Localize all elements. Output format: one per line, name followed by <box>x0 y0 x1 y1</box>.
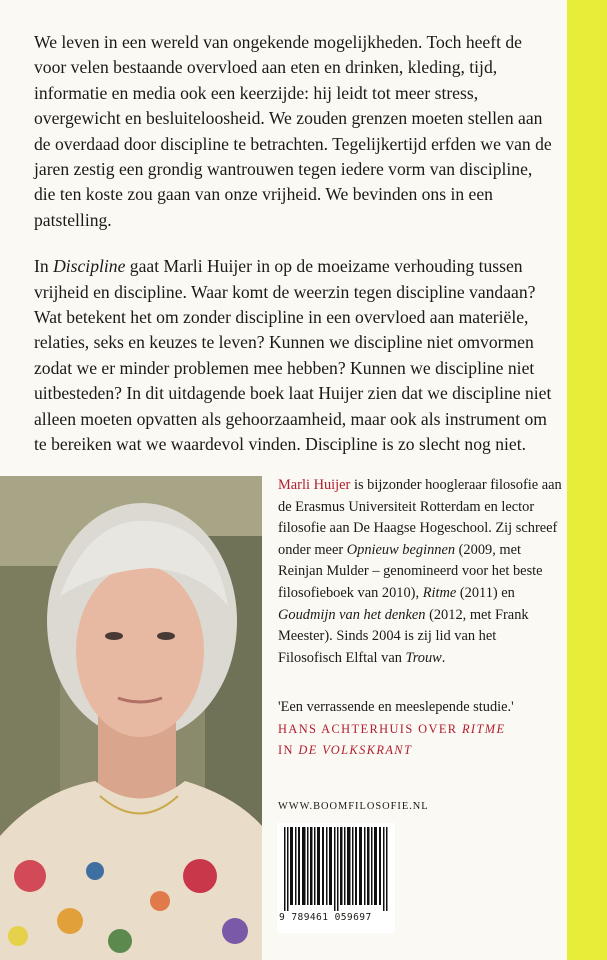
blurb-paragraph-1: We leven in een wereld van ongekende mogelijkheden. Toch heeft de voor velen bestaande overvloed aan eten en drinken, kleding, tijd, informatie en media ook een keerzijde: hij leidt tot meer stress, overgewicht en besluiteloosheid. We zouden grenzen moeten stellen aan de overdaad door discipline te betrachten. Tegelijkertijd erfden we van de jaren zestig een grondig wantrouwen tegen iedere vorm van discipline, die ten koste zou gaan van onze vrijheid. We bevinden ons in een patstelling. <box>34 32 552 230</box>
book-title-discipline: Discipline <box>53 256 126 277</box>
quote-book-title: RITME <box>461 721 506 736</box>
book-title-opnieuw-beginnen: Opnieuw beginnen <box>346 541 456 558</box>
cover-blurb <box>34 30 556 479</box>
bio-text-2: (2009, met Reinjan Mulder – genomineerd voor het beste filosofieboek van 2010), <box>278 541 543 601</box>
review-quote <box>278 697 563 762</box>
barcode-bars <box>284 827 388 911</box>
author-bio <box>278 475 563 669</box>
bio-text-4: (2012, met Frank Meester). Sinds 2004 is zij lid van het Filosofisch Elftal van <box>278 606 529 666</box>
blurb-paragraph-2 <box>34 254 556 457</box>
quote-attribution-author: HANS ACHTERHUIS OVER <box>278 721 462 736</box>
book-title-goudmijn: Goudmijn van het denken <box>278 606 426 623</box>
bio-text-3: (2011) en <box>456 584 515 601</box>
quote-newspaper: DE VOLKSKRANT <box>298 743 413 758</box>
book-title-ritme: Ritme <box>422 584 457 601</box>
newspaper-trouw: Trouw <box>405 649 442 666</box>
blurb-in: In <box>34 256 54 277</box>
quote-attribution-in: IN <box>278 743 299 758</box>
quote-attribution-line-1 <box>278 719 563 741</box>
quote-attribution-line-2 <box>278 740 563 762</box>
blurb-paragraph-2-text: gaat Marli Huijer in op de moeizame verhouding tussen vrijheid en discipline. Waar komt de weerzin tegen discipline vandaan? Wat betekent het om zonder discipline in een overvloed aan materiële, relaties, seks en keuzes te leven? Kunnen we discipline niet omvormen zodat we er minder problemen mee hebben? Kunnen we discipline niet uitbesteden? In dit uitdagende boek laat Huijer zien dat we discipline niet alleen moeten opvatten als gehoorzaamheid, maar ook als instrument om te bereiken wat we waardevol vinden. Discipline is zo slecht nog niet. <box>34 256 552 455</box>
spine-color-band <box>567 0 607 960</box>
publisher-website[interactable]: WWW.BOOMFILOSOFIE.NL <box>278 801 429 812</box>
isbn-number: 9 789461 059697 <box>279 912 372 923</box>
author-photo <box>0 476 262 960</box>
bio-text-5: . <box>441 649 446 666</box>
bio-text-1: is bijzonder hoogleraar filosofie aan de Erasmus Universiteit Rotterdam en lector filosofie aan De Haagse Hogeschool. Zij schreef onder meer <box>278 477 562 558</box>
quote-text: 'Een verrassende en meeslepende studie.' <box>278 699 514 715</box>
author-name: Marli Huijer <box>278 477 351 493</box>
